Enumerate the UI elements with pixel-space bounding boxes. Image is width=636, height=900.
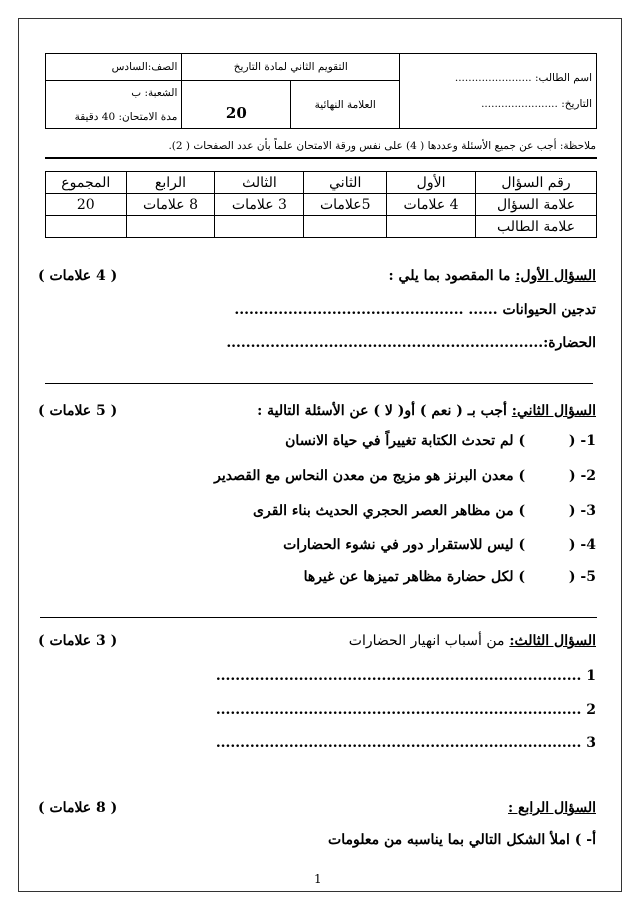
table-cell[interactable] bbox=[387, 216, 476, 238]
exam-note: ملاحظة: أجب عن جميع الأسئلة وعددها ( 4) على نفس ورقة الامتحان علماً بأن عدد الصفحات ( 2). bbox=[168, 140, 596, 152]
q2-item-3[interactable]: 3- ( ) من مظاهر العصر الحجري الحديث بناء القرى bbox=[253, 503, 596, 519]
final-mark-value: 20 bbox=[182, 81, 291, 129]
exam-header bbox=[45, 53, 597, 129]
grade-label: الصف:السادس bbox=[46, 54, 182, 81]
q4-marks: ( 8 علامات ) bbox=[38, 800, 118, 816]
q2-heading bbox=[257, 403, 596, 419]
q1-text: ما المقصود بما يلي : bbox=[388, 268, 511, 284]
student-info bbox=[400, 54, 597, 129]
q3-heading bbox=[349, 633, 596, 649]
q2-text: أجب بـ ( نعم ) أو( لا ) عن الأسئلة التالية : bbox=[257, 403, 507, 419]
q2-item-4[interactable]: 4- ( ) ليس للاستقرار دور في نشوء الحضارات bbox=[283, 537, 596, 553]
grade-details bbox=[46, 81, 182, 129]
final-mark-label: العلامة النهائية bbox=[291, 81, 400, 129]
table-row bbox=[46, 216, 597, 238]
q3-item-2[interactable]: 2 ........................................................................... bbox=[215, 702, 596, 718]
date-field: التاريخ: ....................... bbox=[481, 98, 592, 110]
q2-item-5[interactable]: 5- ( ) لكل حضارة مظاهر تميزها عن غيرها bbox=[303, 569, 596, 585]
student-name-field: اسم الطالب: ....................... bbox=[454, 72, 592, 84]
divider bbox=[45, 157, 597, 159]
page-number: 1 bbox=[314, 872, 322, 886]
duration-label: مدة الامتحان: 40 دقيقة bbox=[74, 110, 178, 123]
table-cell: الثاني bbox=[304, 172, 387, 194]
q1-item-2[interactable]: الحضارة:................................................................. bbox=[226, 335, 596, 351]
table-cell: 3 علامات bbox=[215, 194, 304, 216]
table-cell: 8 علامات bbox=[126, 194, 215, 216]
q1-label: السؤال الأول: bbox=[515, 268, 596, 284]
table-cell: علامة السؤال bbox=[476, 194, 597, 216]
table-cell: الثالث bbox=[215, 172, 304, 194]
table-cell[interactable] bbox=[46, 216, 127, 238]
divider bbox=[40, 617, 597, 618]
table-cell[interactable] bbox=[215, 216, 304, 238]
q2-marks: ( 5 علامات ) bbox=[38, 403, 118, 419]
q3-item-3[interactable]: 3 ........................................................................... bbox=[215, 735, 596, 751]
exam-title: التقويم الثاني لمادة التاريخ bbox=[182, 54, 400, 81]
divider bbox=[45, 383, 593, 384]
q2-label: السؤال الثاني: bbox=[511, 403, 596, 419]
section-label: الشعبة: ب bbox=[131, 86, 178, 99]
q2-item-2[interactable]: 2- ( ) معدن البرنز هو مزيج من معدن النحاس مع القصدير bbox=[214, 468, 596, 484]
q3-text: من أسباب انهيار الحضارات bbox=[348, 633, 505, 649]
table-row bbox=[46, 172, 597, 194]
q3-label: السؤال الثالث: bbox=[509, 633, 596, 649]
q1-heading bbox=[389, 268, 597, 284]
q3-marks: ( 3 علامات ) bbox=[38, 633, 118, 649]
table-cell: 4 علامات bbox=[387, 194, 476, 216]
table-cell: المجموع bbox=[46, 172, 127, 194]
table-cell: الأول bbox=[387, 172, 476, 194]
q4-sub-a: أ- ) املأ الشكل التالي بما يناسبه من معلومات bbox=[328, 832, 596, 848]
q1-item-1[interactable]: تدجين الحيوانات ...... ............................................... bbox=[234, 302, 596, 318]
table-cell: 20 bbox=[46, 194, 127, 216]
table-cell: رقم السؤال bbox=[476, 172, 597, 194]
marks-table bbox=[45, 171, 597, 238]
table-cell[interactable] bbox=[126, 216, 215, 238]
table-cell: الرابع bbox=[126, 172, 215, 194]
table-cell: علامة الطالب bbox=[476, 216, 597, 238]
table-cell[interactable] bbox=[304, 216, 387, 238]
q1-marks: ( 4 علامات ) bbox=[38, 268, 118, 284]
q2-item-1[interactable]: 1- ( ) لم تحدث الكتابة تغييراً في حياة الانسان bbox=[285, 433, 596, 449]
table-cell: 5علامات bbox=[304, 194, 387, 216]
q3-item-1[interactable]: 1 ........................................................................... bbox=[215, 668, 596, 684]
q4-label: السؤال الرابع : bbox=[508, 800, 596, 816]
table-row bbox=[46, 194, 597, 216]
